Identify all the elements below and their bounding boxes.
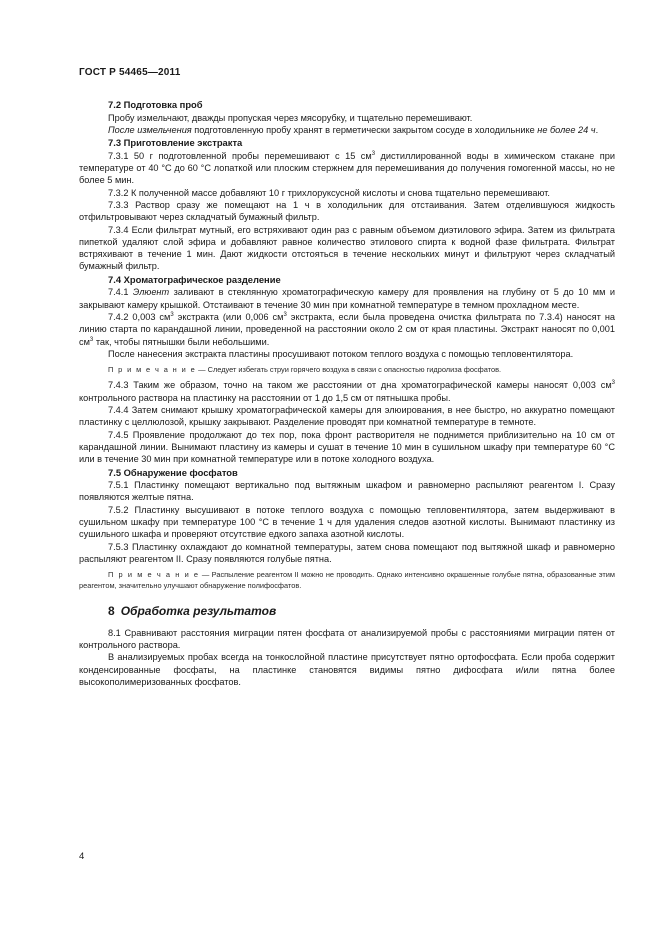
paragraph-7-4-2 <box>79 311 615 348</box>
italic-text: После измельчения <box>108 124 192 135</box>
text-run: 7.3.1 50 г подготовленной пробы перемешивают с 15 см <box>108 150 372 161</box>
superscript: 3 <box>170 311 174 318</box>
text-run: 7.4.3 Таким же образом, точно на таком же расстоянии от дна хроматографической камеры наносят 0,003 см <box>108 380 612 391</box>
paragraph-7-4-1 <box>79 286 615 311</box>
note-text: — Следует избегать струи горячего воздуха в связи с опасностью гидролиза фосфатов. <box>196 365 502 375</box>
paragraph-7-5-2: 7.5.2 Пластинку высушивают в потоке теплого воздуха с помощью тепловентилятора, затем выдерживают в сушильном шкафу при температуре 100 °С в течение 1 ч для удаления следов азотной кислоты. Вынимают пластинку из сушильного шкафа и проверяют отсутствие едкого запаха азотной кислоты. <box>79 504 615 540</box>
superscript: 3 <box>371 150 376 157</box>
paragraph-7-5-1: 7.5.1 Пластинку помещают вертикально под вытяжным шкафом и равномерно распыляют реагентом I. Сразу появляются желтые пятна. <box>79 480 615 503</box>
note-7-5 <box>79 569 615 592</box>
section-7-4-heading: 7.4 Хроматографическое разделение <box>108 273 281 285</box>
paragraph-7-3-3: 7.3.3 Раствор сразу же помещают на 1 ч в холодильник для отстаивания. Затем отделившуюся жидкость отфильтровывают через складчатый бумажный фильтр. <box>79 199 615 223</box>
text-run: контрольного раствора на пластинку на расстоянии от 1 до 1,5 см от пятнышка пробы. <box>79 392 451 403</box>
paragraph-7-4-2-b: После нанесения экстракта пластины просушивают потоком теплого воздуха с помощью тепловентилятора. <box>108 348 574 359</box>
section-8-title: Обработка результатов <box>120 603 277 618</box>
paragraph-7-3-2: 7.3.2 К полученной массе добавляют 10 г трихлоруксусной кислоты и снова тщательно перемешивают. <box>108 187 550 198</box>
italic-text: Элюент <box>132 287 170 298</box>
superscript: 3 <box>89 336 94 343</box>
paragraph-8-1: 8.1 Сравнивают расстояния миграции пятен фосфата от анализируемой пробы с расстояниями миграции пятен от контрольного раствора. <box>79 627 615 651</box>
text-run: . <box>595 124 599 135</box>
paragraph-7-4-3 <box>79 379 615 404</box>
text-run: дистиллированной воды в химическом стакане при температуре от 40 °С до 60 °С лопаткой или плоским стержнем для перемешивания до получения гомогенной массы, но не более 5 мин. <box>79 150 615 186</box>
paragraph-7-4-4: 7.4.4 Затем снимают крышку хроматографической камеры для элюирования, в нее быстро, но аккуратно помещают пластинку с целлюлозой, крышку закрывают. Разделение проводят при комнатной температуре в темноте. <box>79 405 615 428</box>
note-label: П р и м е ч а н и е <box>108 365 197 375</box>
section-7-3-heading: 7.3 Приготовление экстракта <box>108 137 243 149</box>
text-run: заливают в стеклянную хроматографическую камеру для проявления на глубину от 5 до 10 мм и закрывают камеру крышкой. Отстаивают в течение 30 мин при комнатной температуре в темном прохладном месте. <box>79 287 615 310</box>
section-7-5-heading: 7.5 Обнаружение фосфатов <box>108 466 238 478</box>
note-label: П р и м е ч а н и е <box>108 570 200 580</box>
note-text: — Распыление реагентом II можно не проводить. Однако интенсивно окрашенные голубые пятна, образованные этим реагентом, значительно улучшают обнаружение полифосфатов. <box>79 570 615 591</box>
superscript: 3 <box>611 380 615 387</box>
note-7-4 <box>79 364 615 375</box>
text-run: 7.4.1 <box>108 287 133 298</box>
document-body <box>79 98 615 688</box>
superscript: 3 <box>283 311 287 318</box>
standard-code-header: ГОСТ Р 54465—2011 <box>79 67 181 78</box>
italic-text: не более 24 ч <box>537 124 596 135</box>
text-run: экстракта, если была проведена очистка фильтрата по 7.3.4) наносят на линию старта по карандашной линии, проведенной на расстоянии около 2 см от края пластины. Экстракт наносят по 0,001 см <box>79 311 615 347</box>
section-8-heading <box>79 604 615 619</box>
section-7-2-heading: 7.2 Подготовка проб <box>108 99 203 110</box>
paragraph-7-3-1 <box>79 150 615 187</box>
paragraph-7-3-4: 7.3.4 Если фильтрат мутный, его встряхивают один раз с равным объемом диэтилового эфира. Затем из фильтрата пипеткой удаляют слой эфира и добавляют равное количество этилового спирта к водной фазе фильтрата. Фильтрат встряхивают в течение 1 мин. Дают жидкости отстояться в течение нескольких минут и фильтруют через складчатый бумажный фильтр. <box>79 224 615 272</box>
text-run: экстракта (или 0,006 см <box>173 311 284 322</box>
text-run: подготовленную пробу хранят в герметически закрытом сосуде в холодильнике <box>191 124 538 135</box>
paragraph-7-2-a: Пробу измельчают, дважды пропуская через мясорубку, и тщательно перемешивают. <box>108 112 473 123</box>
paragraph-7-4-5: 7.4.5 Проявление продолжают до тех пор, пока фронт растворителя не поднимется приблизительно на 10 см от карандашной линии. Вынимают пластину из камеры и сушат в течение 10 мин в сушильном шкафу при температуре 60 °С или в течение 30 мин при комнатной температуре или в потоке холодного воздуха. <box>79 429 615 465</box>
paragraph-7-5-3: 7.5.3 Пластинку охлаждают до комнатной температуры, затем снова помещают под вытяжной шкаф и равномерно распыляют реагентом II. Сразу появляются голубые пятна. <box>79 541 615 564</box>
text-run: 7.4.2 0,003 см <box>108 311 171 322</box>
section-8-number: 8 <box>108 603 115 618</box>
paragraph-7-2-b <box>79 124 615 136</box>
text-run: так, чтобы пятнышки были небольшими. <box>93 336 270 347</box>
paragraph-8-1-b: В анализируемых пробах всегда на тонкослойной пластине присутствует пятно ортофосфата. Если проба содержит конденсированные фосфаты, на пластинке становятся видимы пятно дифосфата и/или пятна более высокополимеризованных фосфатов. <box>79 652 615 687</box>
page-number: 4 <box>79 851 85 862</box>
